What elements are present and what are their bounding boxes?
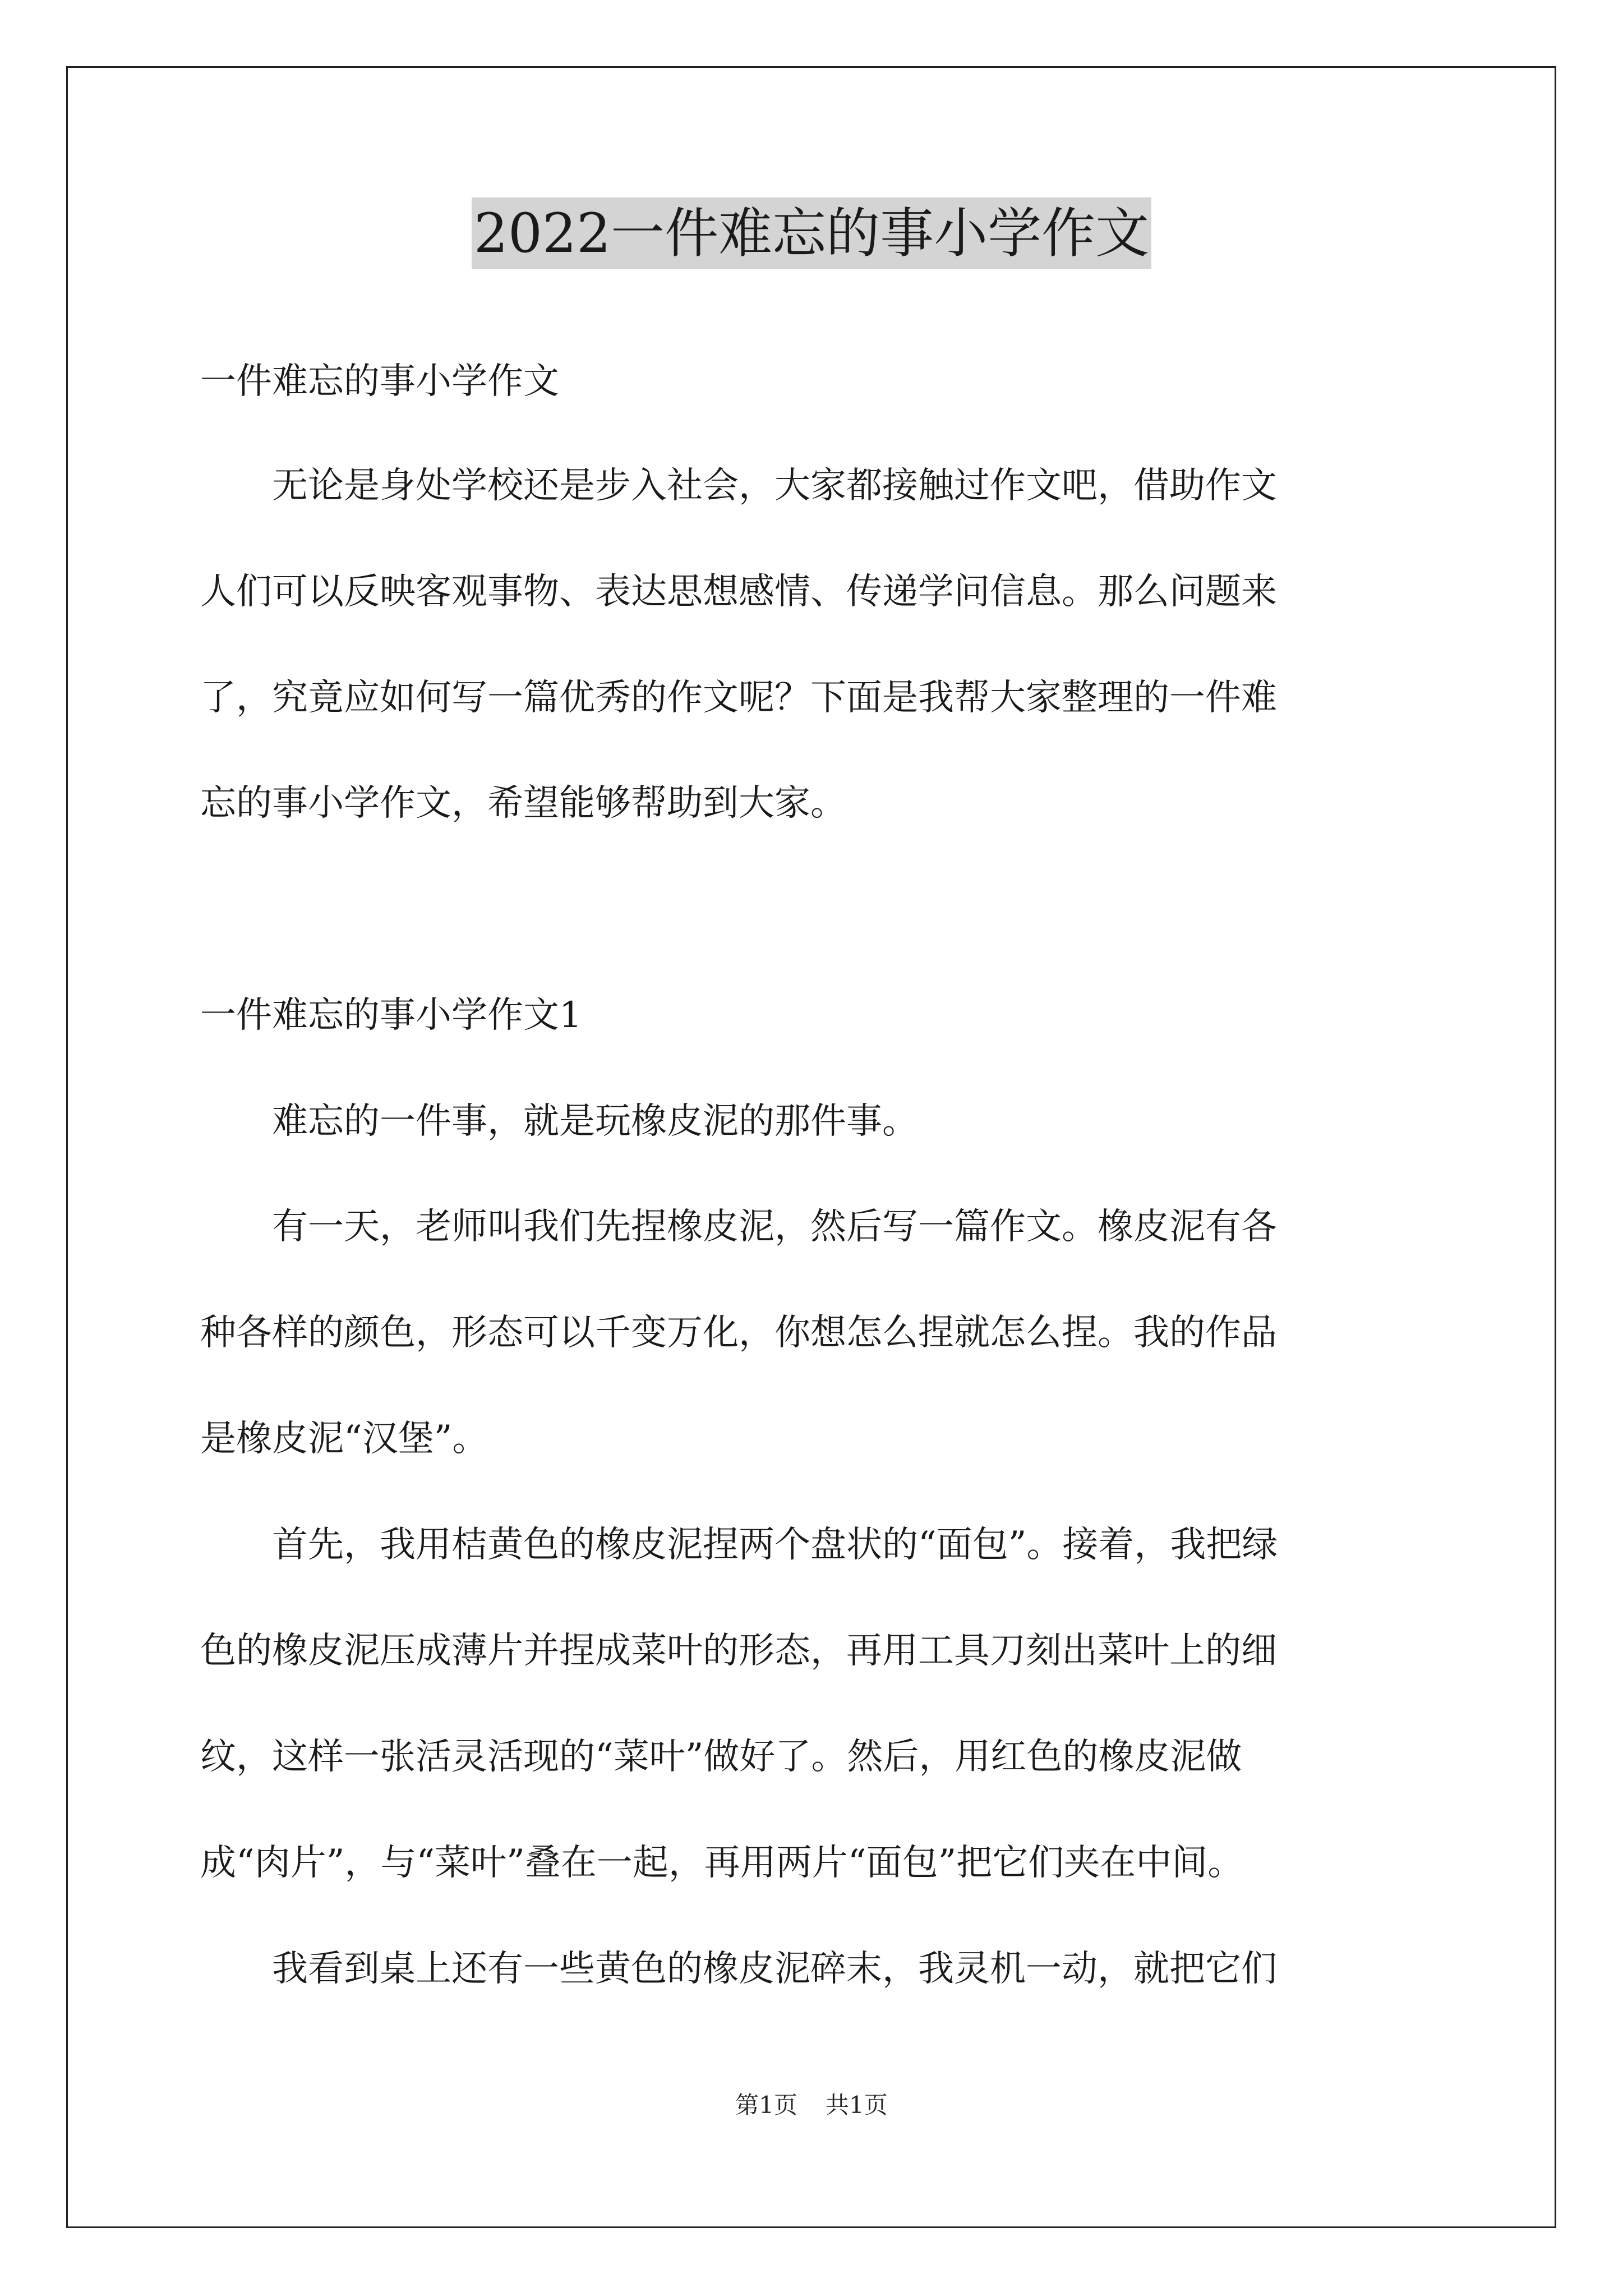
- intro-line-2: 人们可以反映客观事物、表达思想感情、传递学问信息。那么问题来: [200, 571, 1277, 613]
- paragraph-line: 有一天，老师叫我们先捏橡皮泥，然后写一篇作文。橡皮泥有各: [200, 1206, 1277, 1248]
- paragraph-line: 成“肉片”，与“菜叶”叠在一起，再用两片“面包”把它们夹在中间。: [200, 1842, 1244, 1884]
- subtitle-line: 一件难忘的事小学作文: [200, 361, 559, 402]
- section-heading-1: 一件难忘的事小学作文1: [200, 995, 582, 1036]
- paragraph-line: 首先，我用桔黄色的橡皮泥捏两个盘状的“面包”。接着，我把绿: [200, 1524, 1278, 1566]
- paragraph-line: 种各样的颜色，形态可以千变万化，你想怎么捏就怎么捏。我的作品: [200, 1312, 1277, 1354]
- document-title: [0, 200, 1623, 267]
- intro-line-1: 无论是身处学校还是步入社会，大家都接触过作文吧，借助作文: [200, 465, 1277, 507]
- paragraph-line: 我看到桌上还有一些黄色的橡皮泥碎末，我灵机一动，就把它们: [200, 1948, 1277, 1990]
- page-number: 第1页: [735, 2091, 797, 2119]
- paragraph-line: 纹，这样一张活灵活现的“菜叶”做好了。然后，用红色的橡皮泥做: [200, 1736, 1242, 1778]
- intro-line-4: 忘的事小学作文，希望能够帮助到大家。: [200, 783, 846, 824]
- paragraph-line: 是橡皮泥“汉堡”。: [200, 1418, 488, 1460]
- intro-line-3: 了，究竟应如何写一篇优秀的作文呢？下面是我帮大家整理的一件难: [200, 677, 1277, 719]
- page-total: 共1页: [826, 2091, 888, 2119]
- title-text: 2022一件难忘的事小学作文: [472, 197, 1151, 269]
- paragraph-line: 难忘的一件事，就是玩橡皮泥的那件事。: [200, 1101, 918, 1142]
- paragraph-line: 色的橡皮泥压成薄片并捏成菜叶的形态，再用工具刀刻出菜叶上的细: [200, 1630, 1277, 1672]
- page-footer: [0, 2090, 1623, 2121]
